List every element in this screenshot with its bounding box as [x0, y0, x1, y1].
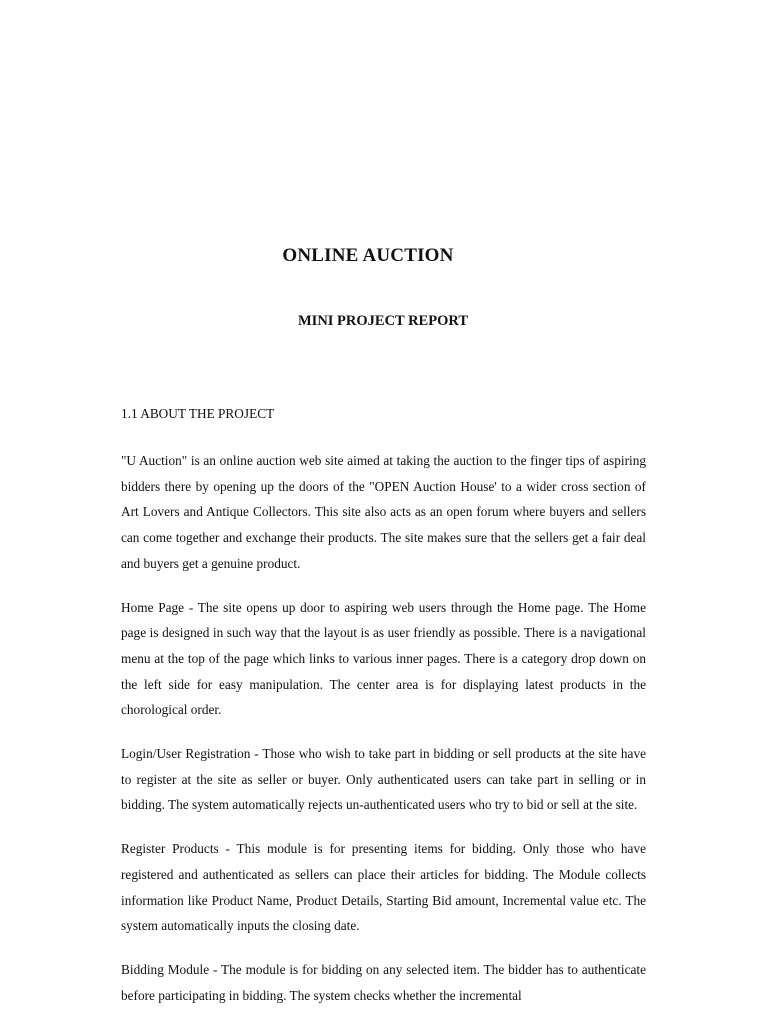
- paragraph-home-page: Home Page - The site opens up door to aspiring web users through the Home page. The Home page is designed in such way that the layout is as user friendly as possible. There is a navigational menu at the top of the page which links to various inner pages. There is a category drop down on the left side for easy manipulation. The center area is for displaying latest products in the chorological order.: [121, 599, 646, 718]
- paragraph-about: "U Auction" is an online auction web site aimed at taking the auction to the finger tips of aspiring bidders there by opening up the doors of the "OPEN Auction House' to a wider cross section of Art Lovers and Antique Collectors. This site also acts as an open forum where buyers and sellers can come together and exchange their products. The site makes sure that the sellers get a fair deal and buyers get a genuine product.: [121, 453, 646, 571]
- document-title: ONLINE AUCTION: [282, 245, 454, 266]
- paragraph-login-registration: Login/User Registration - Those who wish to take part in bidding or sell products at the site have to register at the site as seller or buyer. Only authenticated users can take part in selling or in bidding. The system automatically rejects un-authenticated users who try to bid or sell at the site.: [121, 746, 646, 813]
- section-heading: 1.1 ABOUT THE PROJECT: [121, 406, 275, 421]
- document-body: [121, 404, 646, 1026]
- paragraph-bidding-module: Bidding Module - The module is for bidding on any selected item. The bidder has to authenticate before participating in bidding. The system checks whether the incremental: [121, 961, 646, 1003]
- paragraph-register-products: Register Products - This module is for presenting items for bidding. Only those who have registered and authenticated as sellers can place their articles for bidding. The Module collects information like Product Name, Product Details, Starting Bid amount, Incremental value etc. The system automatically inputs the closing date.: [121, 841, 646, 934]
- document-subtitle: MINI PROJECT REPORT: [297, 313, 468, 329]
